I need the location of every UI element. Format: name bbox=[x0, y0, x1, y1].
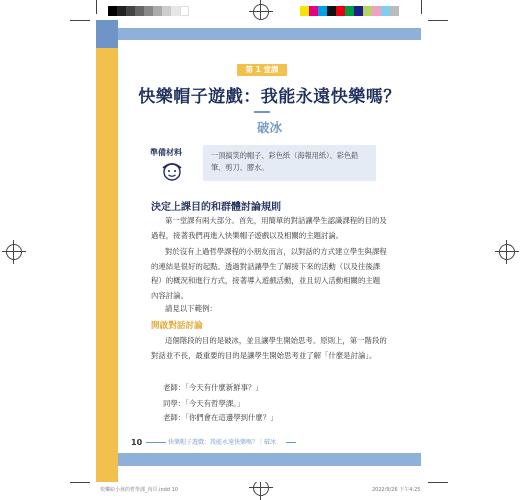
page-number: 10 bbox=[131, 438, 143, 447]
side-band-yellow bbox=[96, 20, 118, 482]
dialogue-line: 老師：「你們會在這邊學到什麼？」 bbox=[163, 413, 278, 422]
hat-face-icon bbox=[160, 159, 184, 181]
subheading: 開啟對話討論 bbox=[151, 321, 203, 331]
materials-label: 準備材料 bbox=[150, 148, 182, 157]
crop-mark bbox=[96, 0, 97, 14]
footer-rule bbox=[146, 442, 166, 443]
lesson-tag: 第 1 堂課 bbox=[237, 64, 287, 76]
running-title: 快樂帽子遊戲：我能永遠快樂嗎？｜破冰 bbox=[168, 439, 277, 446]
crop-mark bbox=[421, 0, 422, 14]
paragraph: 請見以下範例： bbox=[165, 304, 217, 313]
page-title: 快樂帽子遊戲：我能永遠快樂嗎？ bbox=[138, 87, 401, 107]
registration-mark-bottom bbox=[253, 480, 269, 496]
paragraph: 對於沒有上過哲學課程的小朋友而言，以對話的方式建立學生與課程的連結是很好的起點。透過對話讓學生了解接下來的活動（以及往後課程）的概況和進行方式，接著導入遊戲活動，並且切入活動相關的主題內容討論。 bbox=[151, 247, 387, 300]
crop-mark bbox=[70, 20, 90, 21]
title-divider bbox=[254, 111, 270, 113]
top-band bbox=[118, 28, 421, 40]
paragraph: 這個階段的目的是破冰，並且讓學生開始思考。原則上，第一階段的對話並不長，最重要的目的是讓學生開始思考並了解「什麼是討論」。 bbox=[151, 336, 387, 360]
footer-rule bbox=[286, 442, 296, 443]
grayscale-bar bbox=[108, 6, 189, 16]
paragraph: 第一堂課有兩大部分。首先，用簡單的對話讓學生認識課程的目的及過程，接著我們再進入快樂帽子遊戲以及相關的主題討論。 bbox=[151, 216, 387, 240]
crop-mark bbox=[70, 482, 90, 483]
page-subtitle: 破冰 bbox=[256, 120, 282, 135]
dialogue-line: 同學：「今天有哲學課。」 bbox=[163, 399, 245, 408]
registration-mark-top bbox=[253, 4, 269, 20]
file-slug: 快樂給小孩的哲學課_內頁.indd 10 bbox=[100, 487, 178, 493]
crop-mark bbox=[428, 20, 448, 21]
date-slug: 2022/9/26 下午4:25 bbox=[372, 487, 421, 493]
registration-mark-right bbox=[499, 244, 515, 260]
registration-mark-left bbox=[6, 244, 22, 260]
dialogue-line: 老師：「今天有什麼新鮮事？」 bbox=[163, 383, 263, 392]
color-bar bbox=[300, 6, 399, 16]
materials-text: 一頂搞笑的帽子、彩色紙（海報用紙）、彩色鉛筆、剪刀、膠水。 bbox=[203, 145, 376, 181]
crop-mark bbox=[428, 482, 448, 483]
side-band-blue bbox=[96, 20, 118, 48]
section-heading: 決定上課目的和群體討論規則 bbox=[151, 202, 281, 213]
bottom-band bbox=[118, 453, 421, 466]
